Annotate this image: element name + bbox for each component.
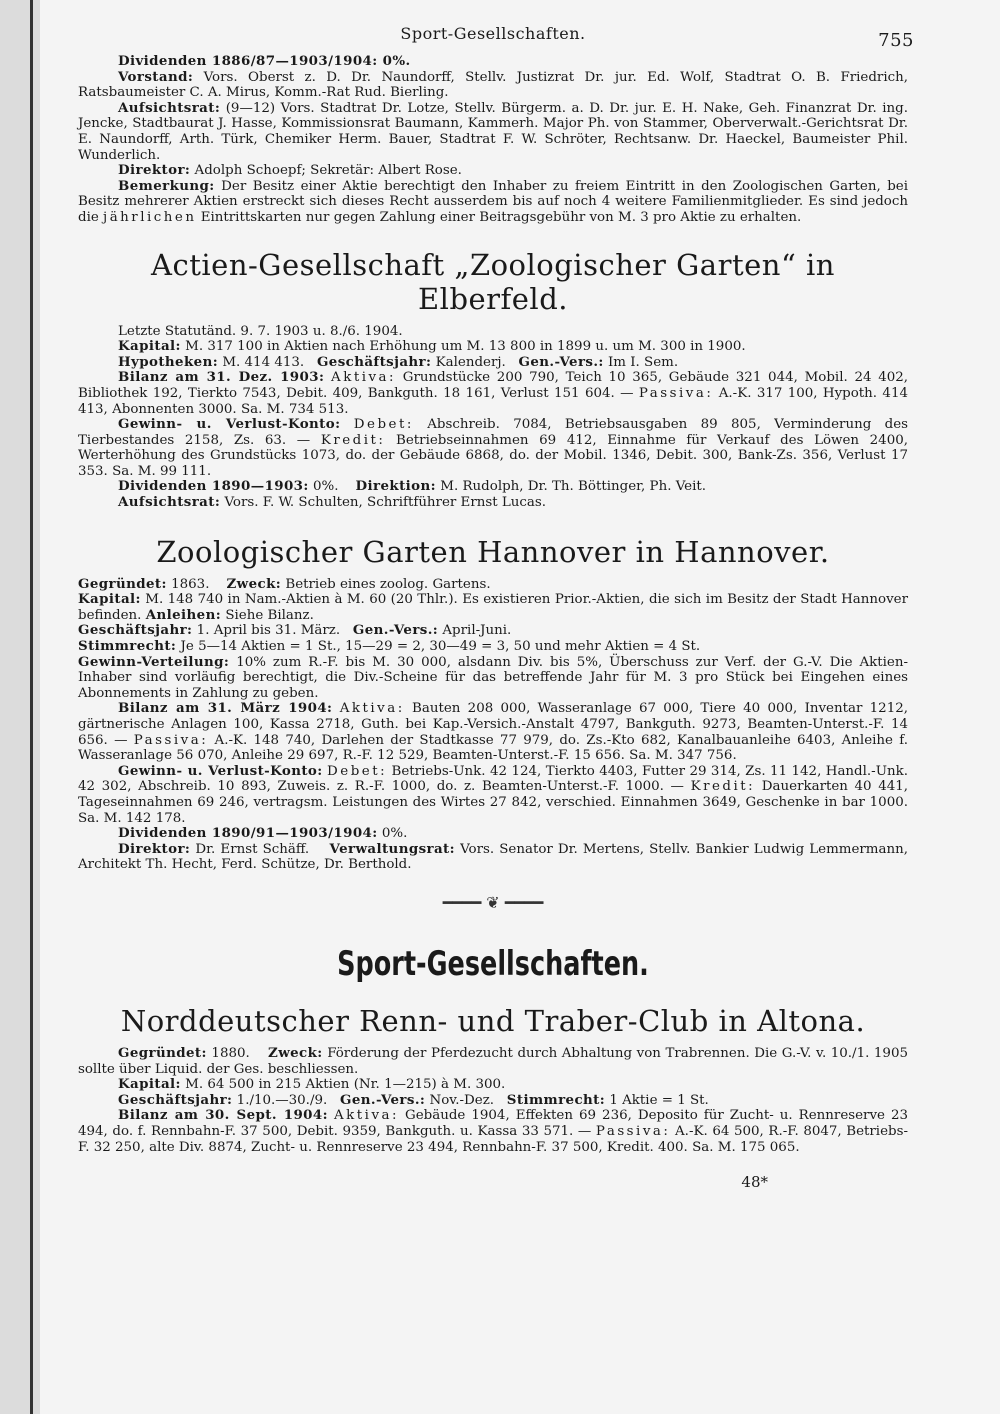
hannover-bilanz: Bilanz am 31. März 1904: Aktiva: Bauten 208 000, Wasseranlage 67 000, Tiere 40 000, Inventar 1212, gärtnerische Anlagen 100, Kassa 2718, Guth. bei Kap.-Versich.-Anstalt 4797, Bankguth. 9273, Beamten-Unterst.-F. 14 656. — Passiva: A.-K. 148 740, Darlehen der Stadtkasse 77 979, do. Zs.-Kto 682, Kanalbauanleihe 6403, Anleihe f. Wasseranlage 56 070, Anleihe 29 697, R.-F. 12 529, Beamten-Unterst.-F. 15 656. Sa. M. 347 756. [78, 700, 908, 764]
hannover-stimmrecht: Stimmrecht: Je 5—14 Aktien = 1 St., 15—29 = 2, 30—49 = 3, 50 und mehr Aktien = 4 St. [78, 638, 701, 655]
prev-vorstand: Vorstand: Vors. Oberst z. D. Dr. Naundorff, Stellv. Justizrat Dr. jur. Ed. Wolf, Stadtrat O. B. Friedrich, Ratsbaumeister C. A. Mirus, Komm.-Rat Rud. Bierling. [78, 68, 908, 101]
previous-entry [78, 54, 908, 226]
gutter-edge [30, 0, 33, 1414]
hannover-entry [78, 577, 908, 873]
hannover-title: Zoologischer Garten Hannover in Hannover. [156, 534, 830, 569]
page [78, 20, 914, 1192]
altona-kapital: Kapital: M. 64 500 in 215 Aktien (Nr. 1—215) à M. 300. [118, 1076, 506, 1093]
altona-geschaeftsjahr: Geschäftsjahr: 1./10.—30./9. Gen.-Vers.: Nov.-Dez. Stimmrecht: 1 Aktie = 1 St. [118, 1091, 709, 1108]
elberfeld-hypotheken: Hypotheken: M. 414 413. Geschäftsjahr: Kalenderj. Gen.-Vers.: Im I. Sem. [118, 353, 679, 370]
altona-entry [78, 1046, 908, 1155]
prev-direktor: Direktor: Adolph Schoepf; Sekretär: Albert Rose. [118, 162, 462, 179]
prev-bemerkung: Bemerkung: Der Besitz einer Aktie berechtigt den Inhaber zu freiem Eintritt in den Zoologischen Garten, bei Besitz mehrerer Aktien erstreckt sich dieses Recht ausserdem bis auf noch 4 weitere Familienmitglieder. Es sind jedoch die jährlichen Eintrittskarten nur gegen Zahlung einer Beitragsgebühr von M. 3 pro Aktie zu erhalten. [78, 177, 908, 225]
elberfeld-aufsichtsrat: Aufsichtsrat: Vors. F. W. Schulten, Schriftführer Ernst Lucas. [118, 494, 546, 511]
hannover-guv: Gewinn- u. Verlust-Konto: Debet: Betriebs-Unk. 42 124, Tierkto 4403, Futter 29 314, Zs. 11 142, Handl.-Unk. 42 302, Abschreib. 10 893, Zuweis. z. R.-F. 1000, do. z. Beamten-Unterst.-F. 1000. — Kredit: Dauerkarten 40 441, Tageseinnahmen 69 246, vertragsm. Leistungen des Wirtes 27 842, verschied. Einnahmen 3649, Geschenke in bar 1000. Sa. M. 142 178. [78, 762, 909, 826]
running-head [78, 20, 914, 51]
section-title: Sport-Gesellschaften. [337, 943, 649, 984]
page-number: 755 [878, 30, 914, 51]
hannover-geschaeftsjahr: Geschäftsjahr: 1. April bis 31. März. Gen.-Vers.: April-Juni. [78, 622, 512, 639]
elberfeld-entry [78, 324, 908, 511]
elberfeld-guv: Gewinn- u. Verlust-Konto: Debet: Abschreib. 7084, Betriebsausgaben 89 805, Verminderung des Tierbestandes 2158, Zs. 63. — Kredit: Betriebseinnahmen 69 412, Einnahme für Verkauf des Löwen 2400, Werterhöhung des Grundstücks 1073, do. der Gebäude 6868, do. der Mobil. 1346, Debit. 300, Bank-Zs. 356, Verlust 17 353. Sa. M. 99 111. [78, 416, 908, 479]
elberfeld-bilanz: Bilanz am 31. Dez. 1903: Aktiva: Grundstücke 200 790, Teich 10 365, Gebäude 321 044, Mobil. 24 402, Bibliothek 192, Tierkto 7543, Debit. 409, Bankguth. 18 161, Verlust 151 604. — Passiva: A.-K. 317 100, Hypoth. 414 413, Abonnenten 3000. Sa. M. 734 513. [78, 369, 909, 417]
ornament-divider: ━━━━ ❦ ━━━━ [442, 892, 544, 912]
altona-bilanz: Bilanz am 30. Sept. 1904: Aktiva: Gebäude 1904, Effekten 69 236, Deposito für Zucht- u. Rennreserve 23 494, do. f. Rennbahn-F. 37 500, Debit. 9359, Bankguth. u. Kassa 33 571. — Passiva: A.-K. 64 500, R.-F. 8047, Betriebs-F. 32 250, alte Div. 8874, Zucht- u. Rennreserve 23 494, Rennbahn-F. 37 500, Kredit. 400. Sa. M. 175 065. [78, 1107, 908, 1155]
hannover-gewinnverteilung: Gewinn-Verteilung: 10% zum R.-F. bis M. 30 000, alsdann Div. bis 5%, Überschuss zur Verf. der G.-V. Die Aktien-Inhaber sind vorläufig berechtigt, die Div.-Scheine für das betreffende Jahr für M. 3 pro Stück bei Eingehen eines Abonnements in Zahlung zu geben. [78, 653, 908, 701]
signature-mark: 48* [741, 1173, 768, 1192]
elberfeld-dividenden: Dividenden 1890—1903: 0%. Direktion: M. Rudolph, Dr. Th. Böttinger, Ph. Veit. [118, 478, 706, 495]
elberfeld-statut: Letzte Statutänd. 9. 7. 1903 u. 8./6. 1904. [118, 323, 403, 339]
hannover-kapital: Kapital: M. 148 740 in Nam.-Aktien à M. 60 (20 Thlr.). Es existieren Prior.-Aktien, die sich im Besitz der Stadt Hannover befinden. Anleihen: Siehe Bilanz. [78, 591, 908, 623]
elberfeld-kapital: Kapital: M. 317 100 in Aktien nach Erhöhung um M. 13 800 in 1899 u. um M. 300 in 1900. [118, 338, 746, 355]
elberfeld-title: Actien-Gesellschaft „Zoologischer Garten“ in Elberfeld. [151, 247, 835, 316]
altona-gegruendet: Gegründet: 1880. Zweck: Förderung der Pferdezucht durch Abhaltung von Trabrennen. Die G.-V. v. 10./1. 1905 sollte über Liquid. der Ges. beschliessen. [78, 1044, 908, 1077]
book-gutter [0, 0, 40, 1414]
hannover-dividenden: Dividenden 1890/91—1903/1904: 0%. [118, 825, 408, 842]
altona-title: Norddeutscher Renn- und Traber-Club in Altona. [120, 1003, 866, 1038]
prev-aufsichtsrat: Aufsichtsrat: (9—12) Vors. Stadtrat Dr. Lotze, Stellv. Bürgerm. a. D. Dr. jur. E. H. Nake, Geh. Finanzrat Dr. ing. Jencke, Stadtbaurat J. Hasse, Kommissionsrat Baumann, Kammerh. Major Ph. von Stammer, Oberverwalt.-Gerichtsrat Dr. E. Naundorff, Arth. Türk, Chemiker Herm. Bauer, Stadtrat F. W. Schröter, Rechtsanw. Dr. Haeckel, Baumeister Phil. Wunderlich. [78, 99, 908, 163]
prev-dividenden: Dividenden 1886/87—1903/1904: 0%. [118, 53, 411, 69]
hannover-direktor: Direktor: Dr. Ernst Schäff. Verwaltungsrat: Vors. Senator Dr. Mertens, Stellv. Bankier Ludwig Lemmermann, Architekt Th. Hecht, Ferd. Schütze, Dr. Berthold. [78, 840, 908, 873]
running-head-title: Sport-Gesellschaften. [400, 24, 586, 43]
hannover-gegruendet: Gegründet: 1863. Zweck: Betrieb eines zoolog. Gartens. [78, 575, 491, 592]
